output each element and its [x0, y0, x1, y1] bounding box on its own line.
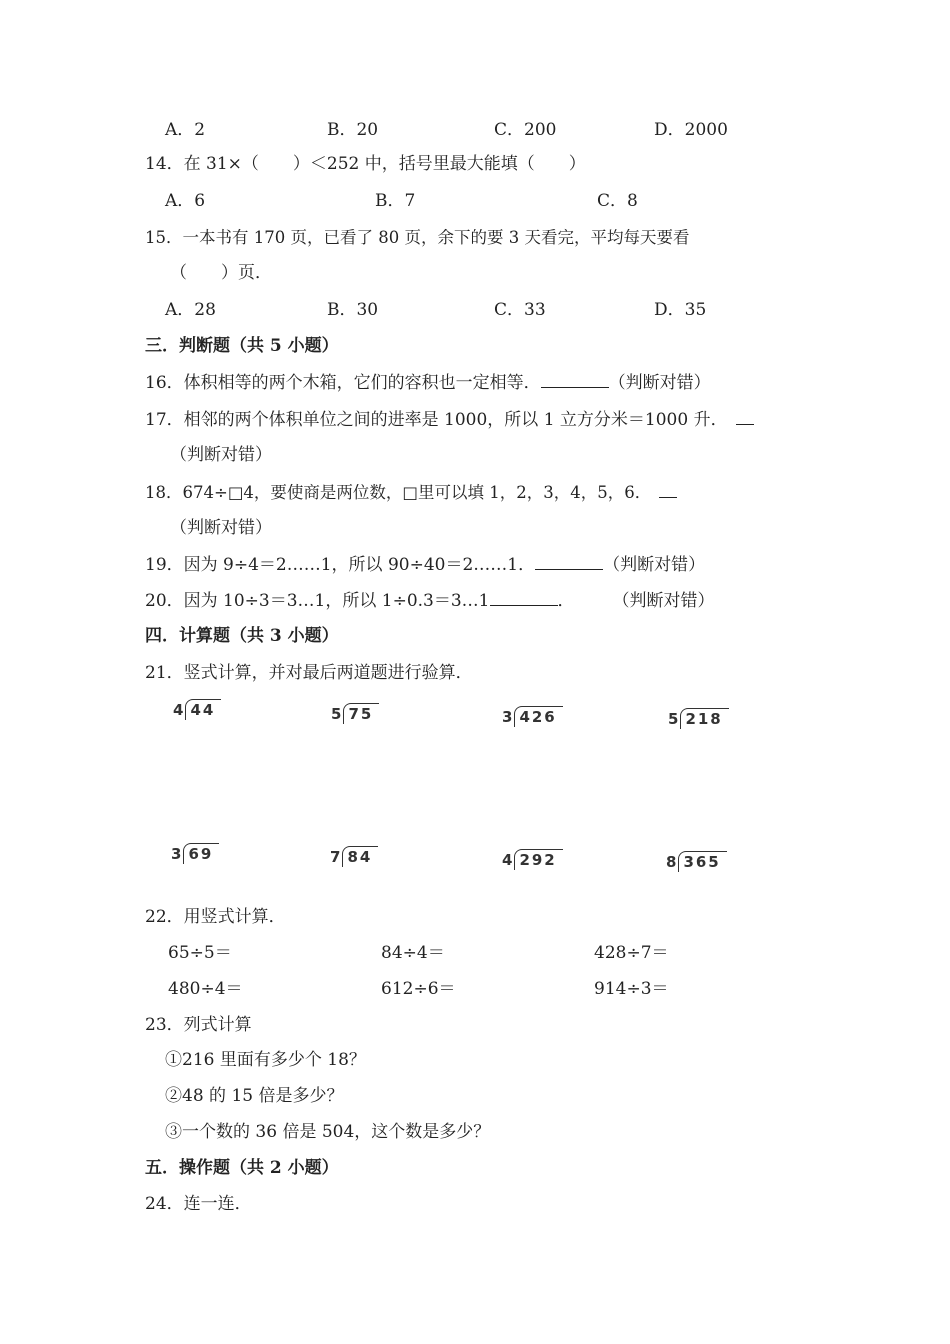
q23-item-2: ②48 的 15 倍是多少？ [165, 1086, 344, 1106]
q15-stem-line1: 15．一本书有 170 页，已看了 80 页，余下的要 3 天看完，平均每天要看 [145, 228, 690, 247]
section-4-heading: 四．计算题（共 3 小题） [145, 626, 339, 646]
q19-text: 19．因为 9÷4＝2……1，所以 90÷40＝2……1． [145, 555, 536, 575]
divisor: 4 [502, 851, 513, 869]
q13-option-c: C．200 [494, 120, 557, 140]
q16-answer-blank[interactable] [541, 371, 609, 388]
q19 [145, 553, 705, 576]
q22-item-6: 914÷3＝ [594, 979, 669, 999]
q15-option-c: C．33 [494, 300, 546, 320]
long-division-7 [502, 849, 563, 870]
q13-option-a: A．2 [165, 120, 206, 140]
q17-tail: （判断对错） [170, 445, 272, 465]
divisor: 3 [502, 708, 513, 726]
q16-tail: （判断对错） [608, 373, 711, 393]
q14-option-a: A．6 [165, 191, 206, 211]
divisor: 5 [331, 705, 342, 723]
long-division-4 [668, 708, 729, 729]
q23-stem: 23．列式计算 [145, 1015, 252, 1035]
dividend: 218 [680, 708, 728, 729]
q20-tail: （判断对错） [612, 591, 715, 611]
dividend: 75 [343, 703, 379, 724]
q18-answer-blank[interactable] [659, 481, 677, 498]
q15-option-d: D．35 [654, 300, 707, 320]
q19-tail: （判断对错） [603, 555, 706, 575]
dividend: 365 [678, 851, 726, 872]
q22-item-2: 84÷4＝ [381, 943, 445, 963]
q14-option-b: B．7 [375, 191, 416, 211]
divisor: 4 [173, 701, 184, 719]
q20 [145, 589, 715, 612]
q22-item-3: 428÷7＝ [594, 943, 669, 963]
q20-dot: ． [557, 591, 575, 611]
q14-option-c: C．8 [597, 191, 638, 211]
divisor: 7 [330, 848, 341, 866]
q23-item-3: ③一个数的 36 倍是 504，这个数是多少？ [165, 1122, 491, 1142]
long-division-6 [330, 846, 378, 867]
q21-stem: 21．竖式计算，并对最后两道题进行验算． [145, 663, 473, 683]
q16 [145, 371, 711, 394]
long-division-2 [331, 703, 379, 724]
q13-option-d: D．2000 [654, 120, 728, 140]
q18-text: 18．674÷□4，要使商是两位数，□里可以填 1，2，3，4，5，6． [145, 483, 652, 502]
q22-stem: 22．用竖式计算． [145, 907, 286, 927]
long-division-3 [502, 706, 563, 727]
divisor: 5 [668, 710, 679, 728]
long-division-1 [173, 699, 221, 720]
q17-answer-blank[interactable] [736, 408, 754, 425]
q17-text: 17．相邻的两个体积单位之间的进率是 1000，所以 1 立方分米＝1000 升． [145, 410, 728, 430]
q14-stem: 14．在 31×（ ）＜252 中，括号里最大能填（ ） [145, 154, 586, 174]
q18-tail: （判断对错） [170, 518, 272, 538]
q16-text: 16．体积相等的两个木箱，它们的容积也一定相等． [145, 373, 541, 393]
q19-answer-blank[interactable] [535, 553, 603, 570]
dividend: 44 [185, 699, 221, 720]
q15-option-a: A．28 [165, 300, 216, 320]
dividend: 426 [514, 706, 562, 727]
dividend: 69 [183, 843, 219, 864]
q22-item-4: 480÷4＝ [168, 979, 243, 999]
q23-item-1: ①216 里面有多少个 18？ [165, 1050, 366, 1070]
section-5-heading: 五．操作题（共 2 小题） [145, 1158, 339, 1178]
long-division-5 [171, 843, 219, 864]
q22-item-1: 65÷5＝ [168, 943, 232, 963]
section-3-heading: 三．判断题（共 5 小题） [145, 336, 339, 356]
q15-stem-line2: （ ）页． [170, 263, 272, 283]
q18 [145, 481, 677, 504]
q17 [145, 408, 754, 431]
q13-option-b: B．20 [327, 120, 379, 140]
q20-answer-blank[interactable] [490, 589, 558, 606]
q15-option-b: B．30 [327, 300, 379, 320]
dividend: 84 [342, 846, 378, 867]
q24-stem: 24．连一连． [145, 1194, 252, 1214]
divisor: 3 [171, 845, 182, 863]
q20-text: 20．因为 10÷3＝3…1，所以 1÷0.3＝3…1 [145, 591, 490, 611]
dividend: 292 [514, 849, 562, 870]
q22-item-5: 612÷6＝ [381, 979, 456, 999]
divisor: 8 [666, 853, 677, 871]
long-division-8 [666, 851, 727, 872]
